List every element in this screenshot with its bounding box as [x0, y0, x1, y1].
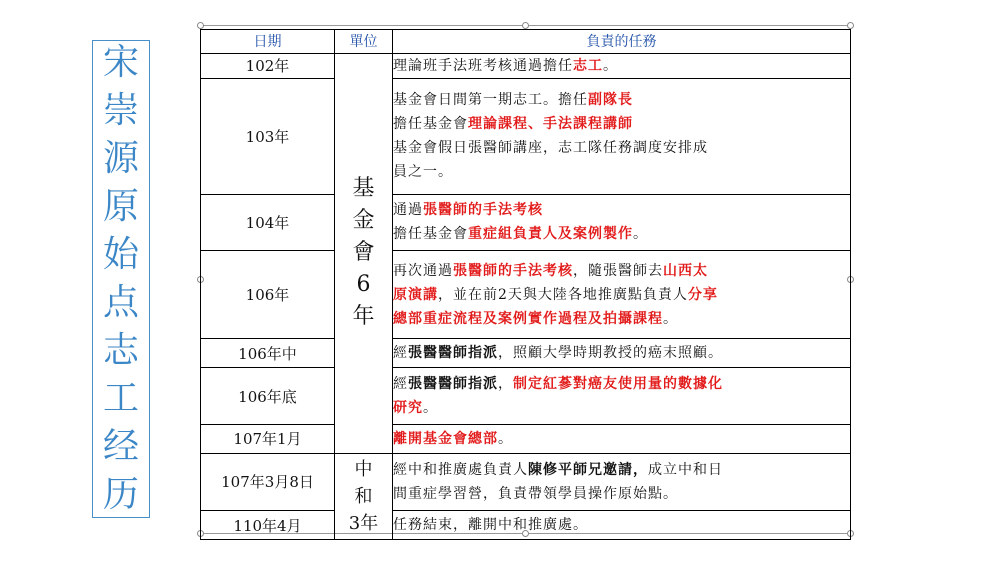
task-text: ，並在前2天與大陸各地推廣點負責人	[438, 286, 688, 303]
task-text: 通過	[393, 202, 423, 219]
task-text: ，	[498, 376, 513, 393]
title-char: 点	[102, 282, 139, 323]
date-cell: 107年1月	[201, 424, 335, 453]
header-task: 負責的任務	[393, 30, 851, 54]
task-cell	[393, 53, 851, 79]
title-char: 经	[102, 426, 139, 467]
header-row	[201, 30, 851, 54]
table-row	[201, 453, 851, 511]
task-cell	[393, 368, 851, 425]
date-cell: 107年3月8日	[201, 453, 335, 511]
task-line	[393, 513, 850, 537]
resize-handle[interactable]	[197, 22, 204, 29]
task-cell	[393, 251, 851, 339]
table-row	[201, 424, 851, 453]
unit-char: 中	[354, 458, 373, 480]
date-cell: 103年	[201, 79, 335, 194]
task-text: 經	[393, 345, 408, 362]
task-line	[393, 482, 850, 506]
task-line	[393, 458, 850, 482]
unit-char: 和	[354, 485, 373, 507]
title-char: 始	[102, 234, 139, 275]
task-text: 員之一。	[393, 164, 453, 181]
task-text: 理論班手法班考核通過擔任	[393, 57, 573, 74]
task-line	[393, 341, 850, 365]
task-line	[393, 136, 850, 160]
date-cell: 104年	[201, 194, 335, 251]
task-text: 。	[603, 57, 618, 74]
task-text: 。	[498, 430, 513, 447]
unit-char: 會	[352, 240, 375, 266]
bold-text: 張醫醫師指派	[408, 376, 498, 393]
highlight-text: 張醫師的手法考核	[453, 262, 573, 279]
resize-handle[interactable]	[847, 22, 854, 29]
title-char: 历	[102, 474, 139, 515]
task-line	[393, 396, 850, 420]
highlight-text: 理論課程、手法課程講師	[468, 116, 633, 133]
task-text: 間重症學習營，負責帶領學員操作原始點。	[393, 485, 678, 502]
title-char: 崇	[102, 90, 139, 131]
table-row	[201, 511, 851, 540]
highlight-text: 總部重症流程及案例實作過程及拍攝課程	[393, 310, 663, 327]
table-row	[201, 53, 851, 79]
task-cell	[393, 511, 851, 540]
highlight-text: 副隊長	[588, 92, 633, 109]
date-cell: 102年	[201, 53, 335, 79]
task-text: 再次通過	[393, 262, 453, 279]
highlight-text: 制定紅蔘對癌友使用量的數據化	[513, 376, 723, 393]
task-line	[393, 283, 850, 307]
task-line	[393, 160, 850, 184]
header-date: 日期	[201, 30, 335, 54]
task-text: 基金會日間第一期志工。擔任	[393, 92, 588, 109]
highlight-text: 重症組負責人及案例製作	[468, 226, 633, 243]
date-cell: 106年中	[201, 339, 335, 368]
task-text: ，隨張醫師去	[573, 262, 663, 279]
task-cell	[393, 424, 851, 453]
table-row	[201, 79, 851, 194]
date-cell: 110年4月	[201, 511, 335, 540]
unit-cell-foundation	[335, 53, 393, 453]
title-char: 原	[102, 186, 139, 227]
resize-handle[interactable]	[522, 22, 529, 29]
title-char: 工	[102, 378, 139, 419]
title-char: 志	[102, 330, 139, 371]
highlight-text: 研究	[393, 400, 423, 417]
title-char: 宋	[102, 42, 139, 83]
task-text: ，照顧大學時期教授的癌末照顧。	[498, 345, 723, 362]
task-text: 任務結束，離開中和推廣處。	[393, 517, 588, 534]
task-text: 成立中和日	[648, 461, 723, 478]
highlight-text: 志工	[573, 57, 603, 74]
task-line	[393, 112, 850, 136]
task-line	[393, 88, 850, 112]
highlight-text: 山西太	[663, 262, 708, 279]
highlight-text: 原演講	[393, 286, 438, 303]
unit-char: 金	[352, 208, 375, 234]
task-text: 基金會假日張醫師講座，志工隊任務調度安排成	[393, 140, 708, 157]
bold-text: 張醫醫師指派	[408, 345, 498, 362]
bold-text: 陳修平師兄邀請，	[528, 461, 648, 478]
date-cell: 106年	[201, 251, 335, 339]
task-line	[393, 54, 850, 78]
task-line	[393, 198, 850, 222]
task-line	[393, 307, 850, 331]
task-cell	[393, 339, 851, 368]
title-char: 源	[102, 138, 139, 179]
unit-cell-zhonghe	[335, 453, 393, 539]
task-cell	[393, 453, 851, 511]
table-row	[201, 251, 851, 339]
task-text: 經中和推廣處負責人	[393, 461, 528, 478]
experience-table	[200, 29, 851, 540]
task-line	[393, 222, 850, 246]
task-line	[393, 372, 850, 396]
table-row	[201, 194, 851, 251]
task-text: 。	[423, 400, 438, 417]
task-text: 。	[663, 310, 678, 327]
unit-char: 3年	[348, 512, 379, 534]
date-cell: 106年底	[201, 368, 335, 425]
highlight-text: 分享	[687, 286, 718, 303]
task-line	[393, 427, 850, 451]
table-row	[201, 368, 851, 425]
vertical-title	[92, 40, 150, 518]
task-text: 。	[633, 226, 648, 243]
task-text: 經	[393, 376, 408, 393]
highlight-text: 離開基金會總部	[393, 430, 498, 447]
unit-char: 年	[352, 303, 375, 329]
unit-char: 6	[356, 272, 371, 298]
unit-char: 基	[352, 176, 375, 202]
task-line	[393, 259, 850, 283]
task-text: 擔任基金會	[393, 226, 468, 243]
task-text: 擔任基金會	[393, 116, 468, 133]
task-cell	[393, 79, 851, 194]
table-row	[201, 339, 851, 368]
task-cell	[393, 194, 851, 251]
header-unit: 單位	[335, 30, 393, 54]
highlight-text: 張醫師的手法考核	[423, 202, 543, 219]
